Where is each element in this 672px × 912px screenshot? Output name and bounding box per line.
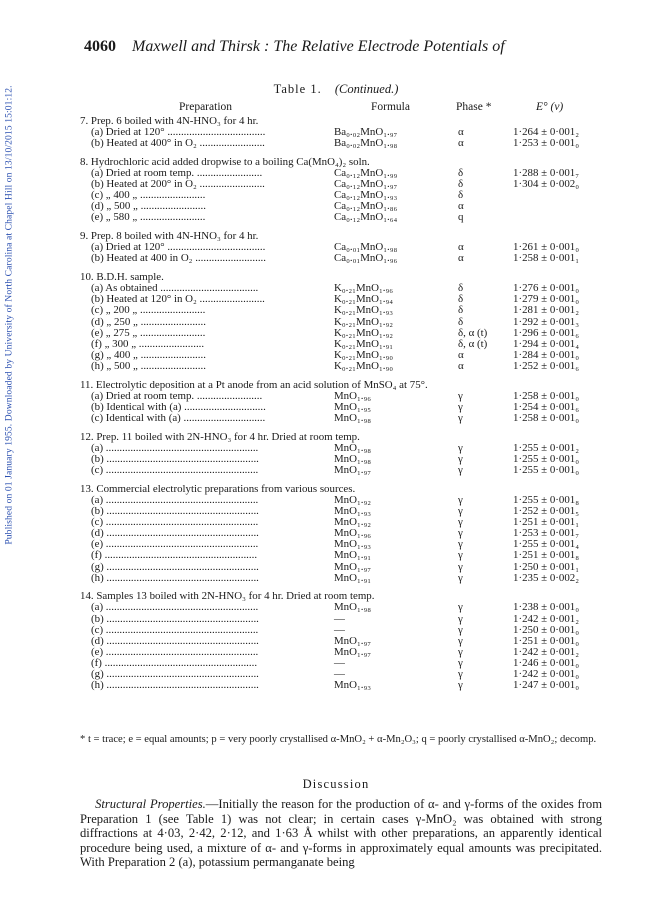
table-row	[80, 573, 620, 584]
formula-cell: K₀.₂₁MnO₁.₉₂	[334, 315, 394, 328]
potential-cell: 1·246 ± 0·001₀	[513, 656, 580, 669]
phase-cell: γ	[458, 645, 463, 658]
discussion-paragraph	[80, 797, 602, 870]
table-caption-note: (Continued.)	[334, 82, 399, 96]
phase-cell: δ	[458, 304, 464, 317]
formula-cell: MnO₁.₉₇	[334, 560, 372, 573]
preparation-cell: (c) ........................................................	[91, 516, 259, 529]
formula-cell: Ca₀.₀₁MnO₁.₉₈	[334, 241, 398, 254]
phase-cell: α	[458, 359, 464, 372]
preparation-cell: 8. Hydrochloric acid added dropwise to a boiling Ca(MnO₄)₂ soln.	[80, 155, 370, 168]
preparation-cell: (c) ........................................................	[91, 623, 259, 636]
formula-cell: MnO₁.₉₈	[334, 441, 372, 454]
potential-cell: 1·242 ± 0·001₂	[513, 612, 580, 625]
preparation-cell: (a) ........................................................	[91, 601, 259, 614]
phase-cell: γ	[458, 679, 463, 692]
formula-cell: MnO₁.₉₈	[334, 412, 372, 424]
formula-cell: K₀.₂₁MnO₁.₉₃	[334, 304, 394, 317]
download-watermark	[2, 20, 16, 610]
page-number: 4060	[84, 38, 116, 55]
preparation-cell: (a) Dried at room temp. ........................	[91, 167, 263, 180]
formula-cell: MnO₁.₉₈	[334, 601, 372, 614]
formula-cell: K₀.₂₁MnO₁.₉₀	[334, 359, 394, 372]
preparation-cell: (f) ........................................................	[91, 656, 258, 669]
formula-cell: MnO₁.₉₇	[334, 645, 372, 658]
formula-cell: MnO₁.₉₇	[334, 634, 372, 647]
phase-cell: δ, α (t)	[458, 326, 488, 339]
potential-cell: 1·258 ± 0·001₁	[513, 252, 580, 265]
potential-cell: 1·288 ± 0·001₇	[513, 167, 580, 180]
formula-cell: MnO₁.₉₃	[334, 679, 372, 692]
formula-cell: K₀.₂₁MnO₁.₉₆	[334, 282, 394, 295]
phase-cell: α	[458, 252, 464, 265]
potential-cell: 1·252 ± 0·001₅	[513, 505, 580, 518]
phase-cell: γ	[458, 400, 463, 413]
potential-cell: 1·254 ± 0·001₆	[513, 400, 580, 413]
potential-cell: 1·255 ± 0·001₀	[513, 452, 580, 465]
preparation-cell: (a) Dried at room temp. ........................	[91, 389, 263, 402]
preparation-cell: (b) Heated at 200° in O₂ ........................	[91, 178, 265, 191]
table-row	[80, 614, 620, 625]
column-header-e-potential: E° (v)	[536, 101, 564, 113]
preparation-cell: (c) „ 400 „ ........................	[91, 189, 206, 202]
potential-cell: 1·255 ± 0·001₄	[513, 538, 580, 551]
potential-cell: 1·253 ± 0·001₇	[513, 527, 580, 540]
preparation-cell: (e) „ 580 „ ........................	[91, 211, 206, 224]
potential-cell: 1·258 ± 0·001₀	[513, 412, 580, 424]
table-row	[80, 550, 620, 561]
preparation-cell: (d) „ 500 „ ........................	[91, 200, 206, 213]
phase-cell: q	[458, 211, 464, 224]
table-row	[80, 465, 620, 476]
potential-cell: 1·258 ± 0·001₀	[513, 389, 580, 402]
potential-cell: 1·247 ± 0·001₀	[513, 679, 580, 692]
formula-cell: Ca₀.₀₁MnO₁.₉₆	[334, 252, 398, 265]
formula-cell: MnO₁.₉₅	[334, 400, 372, 413]
preparation-cell: (b) Heated at 400 in O₂ ..........................	[91, 252, 266, 265]
phase-cell: γ	[458, 612, 463, 625]
potential-cell: 1·294 ± 0·001₄	[513, 337, 580, 350]
preparation-cell: (b) ........................................................	[91, 612, 259, 625]
formula-cell: Ca₀.₁₂MnO₁.₆₄	[334, 211, 398, 224]
data-table	[80, 116, 620, 691]
preparation-cell: (a) Dried at 120° ....................................	[91, 126, 266, 139]
phase-cell: γ	[458, 601, 463, 614]
potential-cell: 1·255 ± 0·001₂	[513, 441, 580, 454]
phase-cell: γ	[458, 527, 463, 540]
potential-cell: 1·251 ± 0·001₁	[513, 516, 580, 529]
preparation-cell: (a) ........................................................	[91, 493, 259, 506]
phase-cell: α	[458, 126, 464, 139]
preparation-cell: (h) ........................................................	[91, 679, 259, 692]
table-row	[80, 562, 620, 573]
potential-cell: 1·250 ± 0·001₀	[513, 623, 580, 636]
formula-cell: MnO₁.₉₈	[334, 452, 372, 465]
preparation-cell: (b) Heated at 120° in O₂ ........................	[91, 293, 265, 306]
preparation-cell: (b) ........................................................	[91, 505, 259, 518]
formula-cell: Ca₀.₁₂MnO₁.₉₇	[334, 178, 398, 191]
phase-cell: δ	[458, 293, 464, 306]
phase-cell: δ	[458, 167, 464, 180]
preparation-cell: (d) ........................................................	[91, 527, 259, 540]
running-title: Maxwell and Thirsk : The Relative Electrode Potentials of	[132, 38, 505, 55]
table-row	[80, 361, 620, 372]
phase-cell: α	[458, 200, 464, 213]
preparation-cell: 10. B.D.H. sample.	[80, 271, 164, 284]
preparation-cell: (a) As obtained ....................................	[91, 282, 259, 295]
potential-cell: 1·235 ± 0·002₂	[513, 571, 580, 584]
formula-cell: Ba₀.₀₂MnO₁.₉₈	[334, 137, 398, 150]
preparation-cell: (c) ........................................................	[91, 464, 259, 477]
preparation-cell: (d) ........................................................	[91, 634, 259, 647]
potential-cell: 1·251 ± 0·001₈	[513, 549, 580, 562]
formula-cell: —	[334, 612, 345, 625]
potential-cell: 1·238 ± 0·001₀	[513, 601, 580, 614]
potential-cell: 1·250 ± 0·001₁	[513, 560, 580, 573]
potential-cell: 1·276 ± 0·001₀	[513, 282, 580, 295]
potential-cell: 1·255 ± 0·001₀	[513, 464, 580, 477]
phase-cell: γ	[458, 505, 463, 518]
phase-cell: γ	[458, 464, 463, 477]
formula-cell: MnO₁.₉₃	[334, 505, 372, 518]
formula-cell: MnO₁.₉₁	[334, 571, 372, 584]
table-row	[80, 413, 620, 424]
table-caption-label: Table 1.	[273, 82, 322, 96]
preparation-cell: 13. Commercial electrolytic preparations from various sources.	[80, 482, 356, 495]
formula-cell: MnO₁.₉₆	[334, 527, 372, 540]
discussion-text: —Initially the reason for the production of α- and γ-forms of the oxides from Preparation 1 (see Table 1) was not clear; in certain cases γ-MnO₂ was obtained with strong diffractions at 4·03, 2·42, 2·12, and 1·63 Å whilst with other preparations, an apparently identical procedure being used, a mixture of α- and γ-forms in approximately equal amounts was precipitated. With Preparation 2 (a), potassium permanganate being	[80, 797, 603, 870]
preparation-cell: (b) Heated at 400° in O₂ ........................	[91, 137, 265, 150]
phase-cell: γ	[458, 634, 463, 647]
potential-cell: 1·296 ± 0·001₆	[513, 326, 580, 339]
preparation-cell: (e) ........................................................	[91, 645, 259, 658]
table-row	[80, 680, 620, 691]
table-row	[80, 317, 620, 328]
download-watermark-text: Published on 01 January 1955. Downloaded by University of North Carolina at Chapel Hill on 13/10/2015 15:01:12.	[3, 85, 15, 545]
table-caption	[0, 82, 672, 97]
phase-cell: γ	[458, 493, 463, 506]
potential-cell: 1·281 ± 0·001₂	[513, 304, 580, 317]
phase-cell: α	[458, 137, 464, 150]
preparation-cell: (g) ........................................................	[91, 560, 259, 573]
formula-cell: K₀.₂₁MnO₁.₉₀	[334, 348, 394, 361]
column-header-formula: Formula	[371, 101, 410, 113]
formula-cell: MnO₁.₉₆	[334, 389, 372, 402]
table-row	[80, 212, 620, 223]
preparation-cell: (b) ........................................................	[91, 452, 259, 465]
discussion-lead: Structural Properties.	[95, 797, 206, 811]
potential-cell: 1·253 ± 0·001₀	[513, 137, 580, 150]
phase-cell: γ	[458, 412, 463, 424]
phase-cell: γ	[458, 516, 463, 529]
formula-cell: —	[334, 656, 345, 669]
table-row	[80, 305, 620, 316]
formula-cell: Ca₀.₁₂MnO₁.₉₉	[334, 167, 398, 180]
preparation-cell: (h) ........................................................	[91, 571, 259, 584]
formula-cell: MnO₁.₉₃	[334, 538, 372, 551]
phase-cell: δ	[458, 282, 464, 295]
preparation-cell: 14. Samples 13 boiled with 2N-HNO₃ for 4 hr. Dried at room temp.	[80, 590, 375, 603]
phase-cell: γ	[458, 549, 463, 562]
phase-cell: α	[458, 241, 464, 254]
preparation-cell: 12. Prep. 11 boiled with 2N-HNO₃ for 4 hr. Dried at room temp.	[80, 430, 360, 443]
preparation-cell: (f) ........................................................	[91, 549, 258, 562]
phase-cell: δ, α (t)	[458, 337, 488, 350]
phase-cell: α	[458, 348, 464, 361]
potential-cell: 1·284 ± 0·001₀	[513, 348, 580, 361]
formula-cell: MnO₁.₉₂	[334, 493, 372, 506]
running-header	[84, 38, 604, 56]
formula-cell: MnO₁.₉₂	[334, 516, 372, 529]
preparation-cell: 11. Electrolytic deposition at a Pt anode from an acid solution of MnSO₄ at 75°.	[80, 378, 428, 391]
section-heading: Discussion	[302, 777, 370, 791]
phase-cell: δ	[458, 178, 464, 191]
potential-cell: 1·279 ± 0·001₀	[513, 293, 580, 306]
potential-cell: 1·242 ± 0·001₂	[513, 645, 580, 658]
phase-cell: γ	[458, 452, 463, 465]
phase-cell: γ	[458, 441, 463, 454]
potential-cell: 1·251 ± 0·001₀	[513, 634, 580, 647]
table-footnote: * t = trace; e = equal amounts; p = very poorly crystallised α-MnO₂ + α-Mn₂O₃; q = poorly crystallised α-MnO₂; decomp.	[80, 734, 597, 745]
phase-cell: γ	[458, 560, 463, 573]
preparation-cell: (c) „ 200 „ ........................	[91, 304, 206, 317]
phase-cell: γ	[458, 538, 463, 551]
potential-cell: 1·304 ± 0·002₀	[513, 178, 580, 191]
preparation-cell: (f) „ 300 „ ........................	[91, 337, 205, 350]
preparation-cell: 7. Prep. 6 boiled with 4N-HNO₃ for 4 hr.	[80, 115, 259, 127]
preparation-cell: (e) ........................................................	[91, 538, 259, 551]
preparation-cell: (d) „ 250 „ ........................	[91, 315, 206, 328]
formula-cell: K₀.₂₁MnO₁.₉₂	[334, 326, 394, 339]
phase-cell: γ	[458, 389, 463, 402]
preparation-cell: (g) ........................................................	[91, 668, 259, 681]
preparation-cell: (b) Identical with (a) ..............................	[91, 400, 266, 413]
table-row	[80, 253, 620, 264]
preparation-cell: (c) Identical with (a) ..............................	[91, 412, 266, 424]
preparation-cell: (a) ........................................................	[91, 441, 259, 454]
formula-cell: MnO₁.₉₁	[334, 549, 372, 562]
formula-cell: K₀.₂₁MnO₁.₉₄	[334, 293, 394, 306]
potential-cell: 1·242 ± 0·001₀	[513, 668, 580, 681]
formula-cell: K₀.₂₁MnO₁.₉₁	[334, 337, 394, 350]
phase-cell: δ	[458, 315, 464, 328]
preparation-cell: (g) „ 400 „ ........................	[91, 348, 206, 361]
preparation-cell: (h) „ 500 „ ........................	[91, 359, 206, 372]
potential-cell: 1·261 ± 0·001₀	[513, 241, 580, 254]
potential-cell: 1·292 ± 0·001₃	[513, 315, 580, 328]
phase-cell: γ	[458, 623, 463, 636]
preparation-cell: 9. Prep. 8 boiled with 4N-HNO₃ for 4 hr.	[80, 230, 259, 243]
table-row	[80, 138, 620, 149]
phase-cell: γ	[458, 656, 463, 669]
formula-cell: —	[334, 668, 345, 681]
formula-cell: Ca₀.₁₂MnO₁.₈₆	[334, 200, 398, 213]
phase-cell: δ	[458, 189, 464, 202]
column-header-phase: Phase *	[456, 101, 492, 113]
formula-cell: Ba₀.₀₂MnO₁.₉₇	[334, 126, 398, 139]
preparation-cell: (e) „ 275 „ ........................	[91, 326, 206, 339]
table-row	[80, 602, 620, 613]
formula-cell: —	[334, 623, 345, 636]
phase-cell: γ	[458, 668, 463, 681]
column-header-preparation: Preparation	[179, 101, 233, 113]
preparation-cell: (a) Dried at 120° ....................................	[91, 241, 266, 254]
formula-cell: MnO₁.₉₇	[334, 464, 372, 477]
formula-cell: Ca₀.₁₂MnO₁.₉₃	[334, 189, 398, 202]
phase-cell: γ	[458, 571, 463, 584]
potential-cell: 1·264 ± 0·001₂	[513, 126, 580, 139]
potential-cell: 1·252 ± 0·001₆	[513, 359, 580, 372]
potential-cell: 1·255 ± 0·001₈	[513, 493, 580, 506]
